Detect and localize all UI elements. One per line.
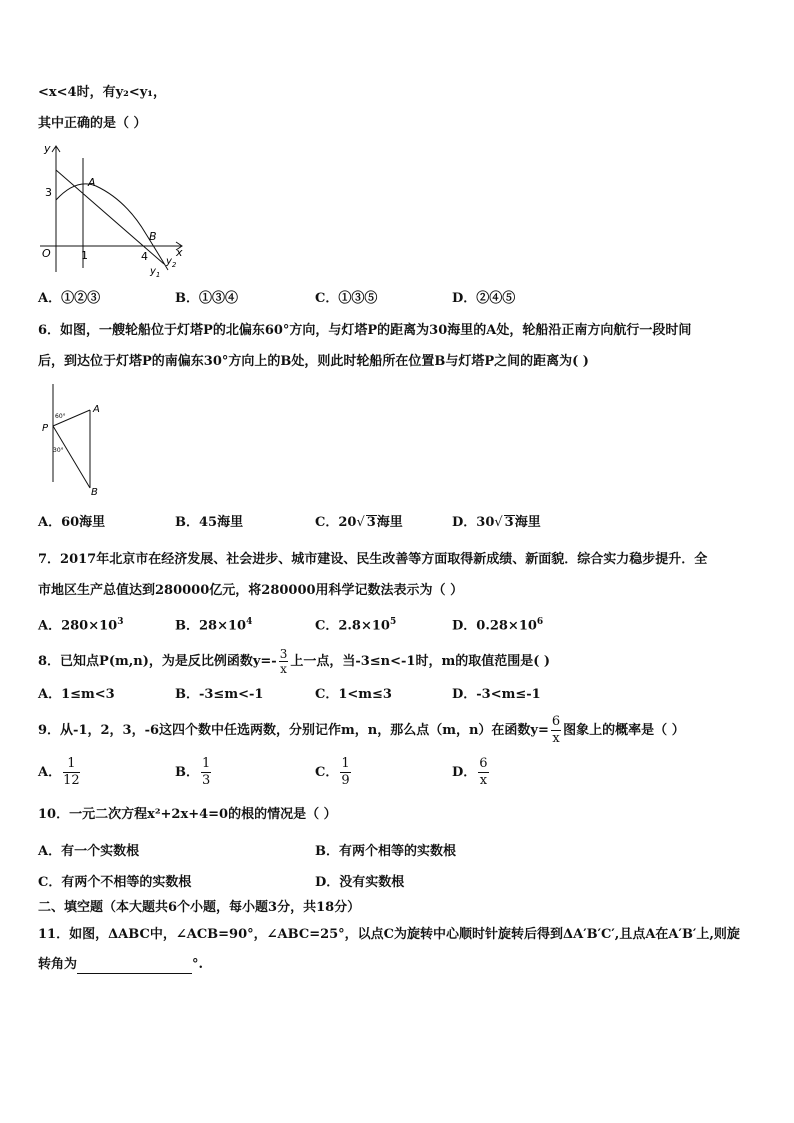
q9-option-d: D． $\frac{6}{x}$ xyxy=(452,756,488,788)
q8-option-a: A．1≤m<3 xyxy=(38,687,115,702)
q7-option-d: D．$0.28\times 10^6$ xyxy=(452,617,544,634)
graph-y1-label: $y_1$ xyxy=(150,266,161,279)
q6-option-a: A．60海里 xyxy=(38,515,106,530)
graph-tick-1: 1 xyxy=(81,249,88,262)
graph-tick-3: 3 xyxy=(45,186,52,199)
graph-point-a-label: A xyxy=(88,176,96,189)
q6-option-d: D．30√ 3海里 xyxy=(452,515,541,530)
section-heading-fill-in: 二、填空题（本大题共6个小题，每小题3分，共18分） xyxy=(38,900,361,915)
q8-fraction: $\frac{3}{x}$ xyxy=(279,647,288,676)
diagram-angle-30: 30° xyxy=(53,447,64,454)
q6-stem-line2: 后，到达位于灯塔P的南偏东30°方向上的B处，则此时轮船所在位置B与灯塔P之间的距离为( ) xyxy=(38,354,589,369)
q8-option-b: B．-3≤m<-1 xyxy=(175,687,264,702)
q9-stem: 9．从-1，2，3，-6这四个数中任选两数，分别记作m，n，那么点（m，n）在函数y= $\frac{6}{x}$ 图象上的概率是（ ） xyxy=(38,714,685,746)
graph-point-b-label: B xyxy=(149,230,157,243)
q6-option-c: C．20√ 3海里 xyxy=(315,515,403,530)
q5-condition-text: <x<4时，有y₂<y₁， xyxy=(38,85,166,100)
q10-option-c: C．有两个不相等的实数根 xyxy=(38,875,192,890)
q7-option-c: C．$2.8\times 10^5$ xyxy=(315,617,397,634)
q5-option-d: D．②④⑤ xyxy=(452,291,516,306)
diagram-point-b: B xyxy=(91,487,98,498)
q5-question-text: 其中正确的是（ ） xyxy=(38,116,147,131)
q8-option-c: C．1<m≤3 xyxy=(315,687,392,702)
q7-option-b: B．$28\times 10^4$ xyxy=(175,617,253,634)
q7-option-a: A．$280\times 10^3$ xyxy=(38,617,124,634)
q6-lighthouse-diagram xyxy=(38,380,108,498)
q9-option-c: C． $\frac{1}{9}$ xyxy=(315,756,350,788)
q5-option-c: C．①③⑤ xyxy=(315,291,378,306)
graph-origin-label: O xyxy=(42,247,51,260)
q11-stem-line1: 11．如图，ΔABC中，∠ACB=90°，∠ABC=25°，以点C为旋转中心顺时针旋转后得到ΔA′B′C′,且点A在A′B′上,则旋 xyxy=(38,927,740,942)
q9-option-b: B． $\frac{1}{3}$ xyxy=(175,756,211,788)
q8-stem: 8．已知点P(m,n)，为是反比例函数y=- $\frac{3}{x}$ 上一点，当-3≤n<-1时，m的取值范围是( ) xyxy=(38,647,551,676)
q5-option-a: A．①②③ xyxy=(38,291,101,306)
q5-function-graph xyxy=(36,138,190,280)
graph-tick-4: 4 xyxy=(141,250,148,263)
graph-y-axis-label: y xyxy=(44,142,51,155)
q10-stem: 10．一元二次方程x²+2x+4=0的根的情况是（ ） xyxy=(38,807,337,822)
q6-stem-line1: 6．如图，一艘轮船位于灯塔P的北偏东60°方向，与灯塔P的距离为30海里的A处，轮船沿正南方向航行一段时间 xyxy=(38,323,692,338)
q10-option-b: B．有两个相等的实数根 xyxy=(315,844,456,859)
graph-x-axis-label: x xyxy=(176,246,183,259)
q6-option-b: B．45海里 xyxy=(175,515,244,530)
q10-option-a: A．有一个实数根 xyxy=(38,844,140,859)
q8-option-d: D．-3<m≤-1 xyxy=(452,687,541,702)
q9-fraction: $\frac{6}{x}$ xyxy=(551,714,561,746)
q11-stem-line2: 转角为 °. xyxy=(38,957,204,972)
q9-option-a: A． $\frac{1}{12}$ xyxy=(38,756,80,788)
q7-stem-line2: 市地区生产总值达到280000亿元，将280000用科学记数法表示为（ ） xyxy=(38,583,464,598)
diagram-point-p: P xyxy=(42,423,49,434)
q5-option-b: B．①③④ xyxy=(175,291,238,306)
q10-option-d: D．没有实数根 xyxy=(315,875,405,890)
graph-y2-label: $y_2$ xyxy=(166,256,177,269)
q7-stem-line1: 7．2017年北京市在经济发展、社会进步、城市建设、民生改善等方面取得新成绩、新面貌．综合实力稳步提升．全 xyxy=(38,552,708,567)
diagram-angle-60: 60° xyxy=(55,413,66,420)
diagram-point-a: A xyxy=(93,404,100,415)
q11-answer-blank[interactable] xyxy=(77,960,192,974)
